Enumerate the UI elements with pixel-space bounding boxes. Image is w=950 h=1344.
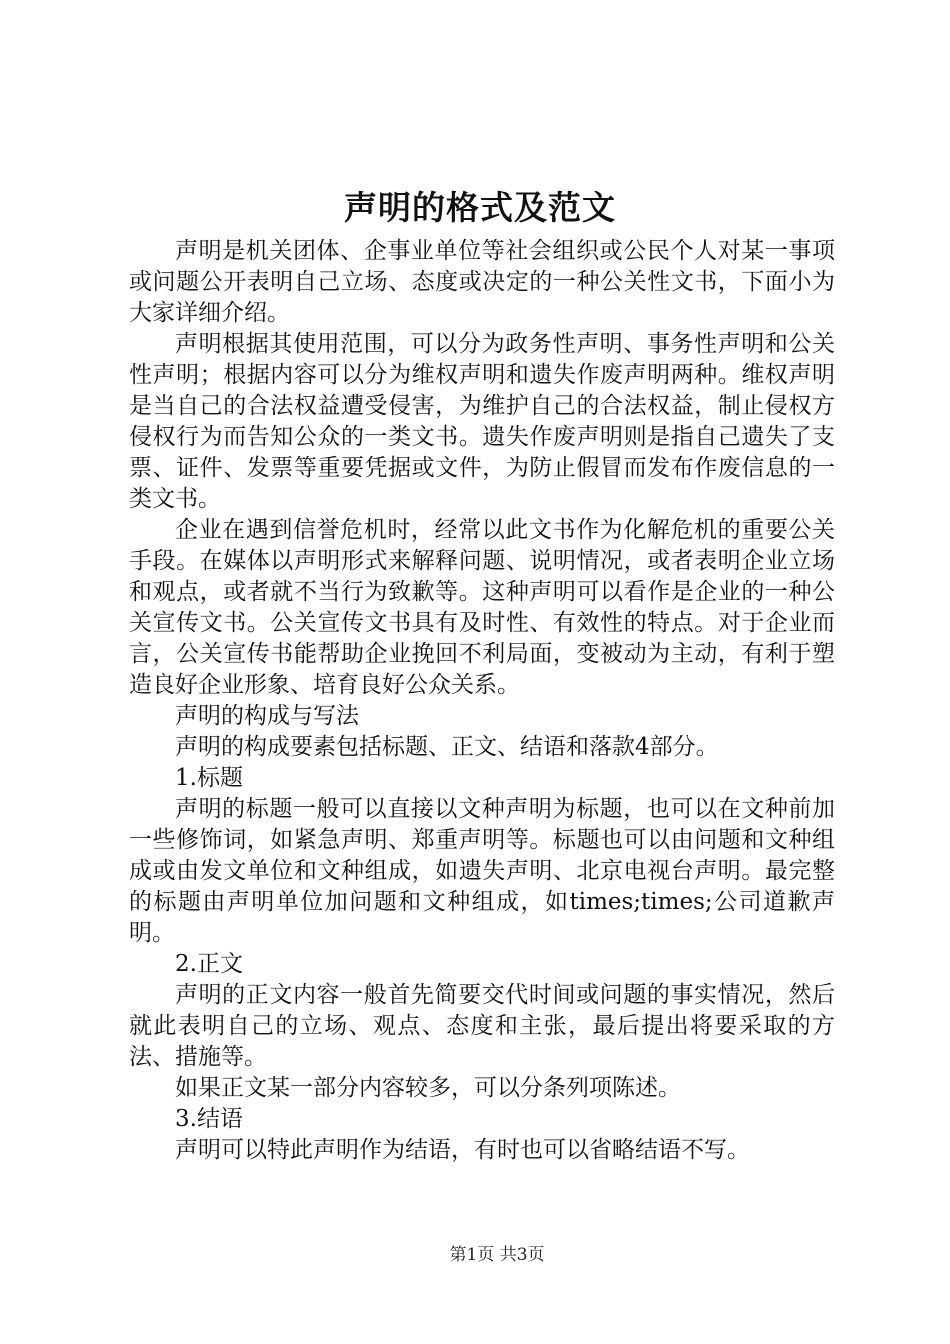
paragraph-conclusion: 声明可以特此声明作为结语，有时也可以省略结语不写。 <box>175 1137 750 1163</box>
subheading-body: 2.正文 <box>175 951 243 977</box>
document-body <box>129 236 835 1166</box>
paragraph-body-itemize: 如果正文某一部分内容较多，可以分条列项陈述。 <box>175 1075 681 1101</box>
paragraph-body-content: 声明的正文内容一般首先简要交代时间或问题的事实情况，然后就此表明自己的立场、观点、态度和主张，最后提出将要采取的方法、措施等。 <box>129 982 835 1070</box>
subheading-conclusion: 3.结语 <box>175 1106 243 1132</box>
subheading-title: 1.标题 <box>175 765 243 791</box>
paragraph-enterprise-use: 企业在遇到信誉危机时，经常以此文书作为化解危机的重要公关手段。在媒体以声明形式来解释问题、说明情况，或者表明企业立场和观点，或者就不当行为致歉等。这种声明可以看作是企业的一种公关宣传文书。公关宣传文书具有及时性、有效性的特点。对于企业而言，公关宣传书能帮助企业挽回不利局面，变被动为主动，有利于塑造良好企业形象、培育良好公众关系。 <box>129 517 835 698</box>
page-title: 声明的格式及范文 <box>344 188 616 227</box>
paragraph-classification: 声明根据其使用范围，可以分为政务性声明、事务性声明和公关性声明；根据内容可以分为维权声明和遗失作废声明两种。维权声明是当自己的合法权益遭受侵害，为维护自己的合法权益，制止侵权方侵权行为而告知公众的一类文书。遗失作废声明则是指自己遗失了支票、证件、发票等重要凭据或文件，为防止假冒而发布作废信息的一类文书。 <box>129 331 835 512</box>
section-heading-structure: 声明的构成与写法 <box>175 703 359 729</box>
page-number-footer: 第1页 共3页 <box>449 1245 545 1265</box>
paragraph-title-rules: 声明的标题一般可以直接以文种声明为标题，也可以在文种前加一些修饰词，如紧急声明、郑重声明等。标题也可以由问题和文种组成或由发文单位和文种组成，如遗失声明、北京电视台声明。最完整的标题由声明单位加问题和文种组成，如times;times;公司道歉声明。 <box>129 796 835 946</box>
paragraph-components: 声明的构成要素包括标题、正文、结语和落款4部分。 <box>175 734 719 760</box>
paragraph-intro: 声明是机关团体、企事业单位等社会组织或公民个人对某一事项或问题公开表明自己立场、态度或决定的一种公关性文书，下面小为大家详细介绍。 <box>129 238 835 326</box>
